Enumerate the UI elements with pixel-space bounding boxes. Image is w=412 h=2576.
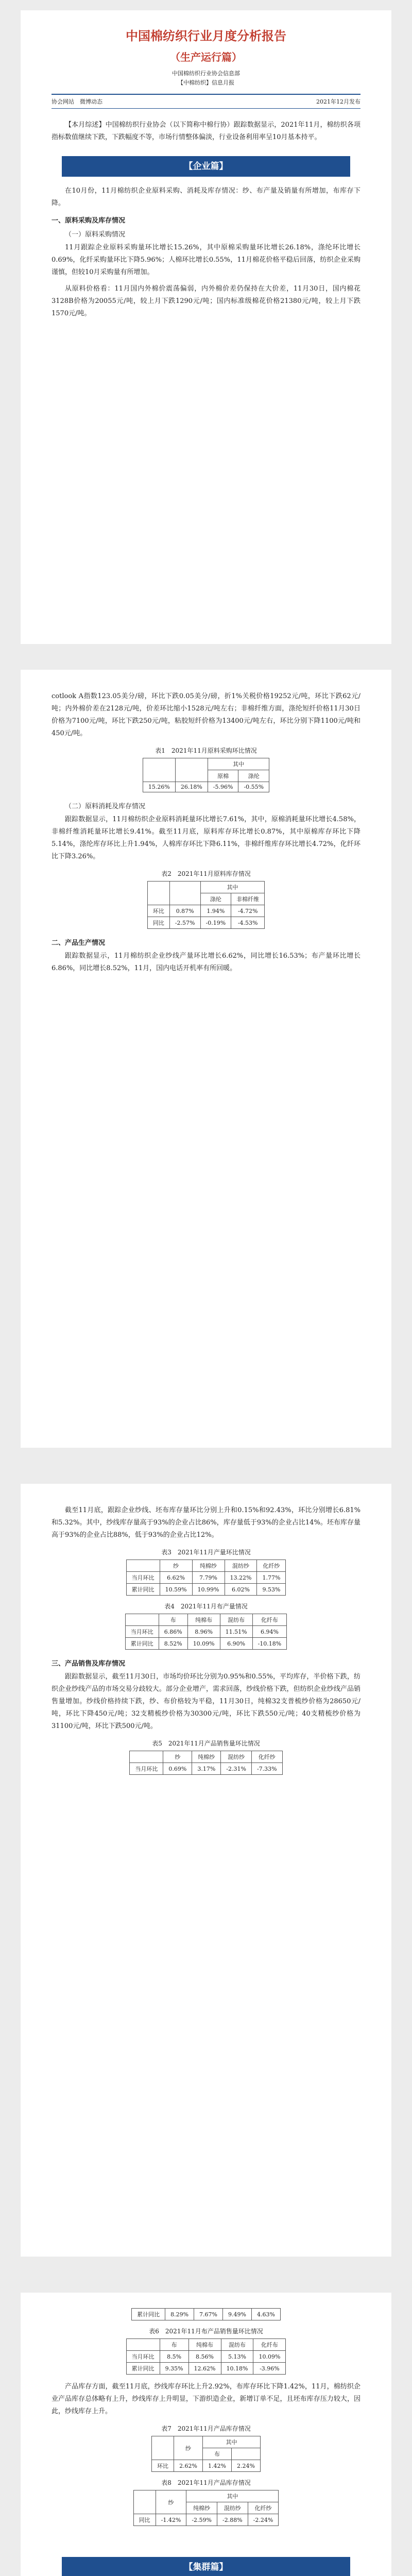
heading-sales-inventory: 三、产品销售及库存情况	[52, 1660, 126, 1668]
table-cell: 2.24%	[231, 2460, 260, 2472]
enterprise-paragraph-7: 截至11月底，跟踪企业纱线、坯布库存量环比分别上升和0.15%和92.43%，环比分别增长6.81%和5.32%。其中，纱线库存量高于93%的企业占比86%，库存量低于93%的企业占比14%。坯布库存量高于93%的企业占比88%，低于93%的企业占比12%。	[52, 1506, 360, 1539]
table-row	[126, 2363, 286, 2375]
section-banner-enterprise: 【企业篇】	[62, 156, 350, 177]
table-row	[125, 1638, 287, 1650]
table-cell: 4.63%	[251, 2309, 280, 2320]
table-7-caption: 表7 2021年11月产品库存情况	[161, 2425, 251, 2432]
enterprise-paragraph-4: cotlook A指数123.05美分/磅，环比下跌0.05美分/磅，折1%关税价格19252元/吨，环比下跌62元/吨；内外棉价差在2128元/吨，价差环比缩小1528元/吨左右；非棉纤维方面，涤纶短纤价格11月30日价格为7100元/吨，环比下跌250元/吨，粘胶短纤价格为13400元/吨左右，环比分别下降1100元/吨和450元/吨。	[52, 692, 360, 737]
table-cell: 其中	[203, 2436, 261, 2448]
table-cell: -3.96%	[253, 2363, 286, 2375]
table-cell: 当月环比	[125, 1626, 159, 1638]
table-cell: 10.09%	[187, 1638, 220, 1650]
table-8	[133, 2490, 279, 2526]
table-cell: 涤纶	[238, 770, 269, 782]
table-cell: 化纤布	[252, 1614, 287, 1626]
table-row	[125, 1626, 287, 1638]
table-cell: 同比	[147, 917, 169, 929]
table-4	[125, 1614, 287, 1650]
table-5-continued	[131, 2308, 281, 2320]
table-cell	[152, 2436, 174, 2460]
table-row	[147, 917, 264, 929]
table-cell: -7.33%	[251, 1763, 282, 1775]
table-cell: -4.53%	[231, 917, 265, 929]
table-7	[151, 2436, 261, 2472]
table-cell: 10.18%	[221, 2363, 253, 2375]
table-cell: -2.88%	[217, 2514, 248, 2526]
table-2-caption: 表2 2021年11月原料库存情况	[161, 870, 251, 877]
table-cell: -1.42%	[156, 2514, 186, 2526]
table-cell: 6.86%	[159, 1626, 187, 1638]
table-row	[133, 2514, 279, 2526]
table-4-caption: 表4 2021年11月布产量情况	[164, 1603, 248, 1610]
table-cell: 10.09%	[253, 2351, 286, 2363]
table-1-caption: 表1 2021年11月原料采购环比情况	[155, 747, 257, 754]
table-cell: 6.02%	[225, 1584, 257, 1596]
table-cell: 混纺纱	[217, 2502, 248, 2514]
table-cell: 涤纶	[200, 893, 231, 905]
table-cell: 8.96%	[187, 1626, 220, 1638]
table-cell: 1.77%	[257, 1572, 286, 1584]
table-cell: 0.87%	[169, 905, 200, 917]
table-cell: 化纤纱	[248, 2502, 279, 2514]
issue-line: 【中棉纺织】信息月报	[178, 79, 234, 86]
table-cell	[147, 882, 169, 905]
table-row	[152, 2460, 261, 2472]
table-cell: 当月环比	[126, 2351, 160, 2363]
table-cell: -0.55%	[238, 782, 269, 792]
table-cell: 纱	[163, 1751, 192, 1763]
table-cell: 9.49%	[223, 2309, 252, 2320]
table-cell: 7.79%	[192, 1572, 225, 1584]
table-cell: 环比	[152, 2460, 174, 2472]
table-cell: 0.69%	[163, 1763, 192, 1775]
table-3-caption: 表3 2021年11月产量环比情况	[161, 1549, 251, 1556]
enterprise-paragraph-1: 在10月份，11月棉纺织企业原料采购、消耗及库存情况：纱、布产量及销量有所增加，布库存下降。	[52, 187, 360, 207]
table-cell: -5.96%	[208, 782, 238, 792]
table-cell: -2.59%	[186, 2514, 217, 2526]
table-cell: 9.53%	[257, 1584, 286, 1596]
table-cell: 2.62%	[174, 2460, 203, 2472]
table-cell: 原棉	[208, 770, 238, 782]
table-cell: 布	[203, 2448, 232, 2460]
table-5	[129, 1751, 282, 1775]
table-cell: 10.99%	[192, 1584, 225, 1596]
table-cell: 6.62%	[160, 1572, 192, 1584]
table-cell: 纯棉布	[188, 2339, 221, 2351]
table-cell: 化纤布	[253, 2339, 286, 2351]
table-row	[126, 2351, 286, 2363]
table-cell: 7.67%	[194, 2309, 223, 2320]
table-cell: -0.19%	[200, 917, 231, 929]
intro-paragraph: 【本月综述】中国棉纺织行业协会（以下简称中棉行协）跟踪数据显示，2021年11月，棉纺织各项指标数值继续下跌，下跌幅度不等，市场行情整体偏淡，行业设备利用率呈10月基本持平。	[52, 121, 360, 141]
table-cell: 累计同比	[126, 1584, 160, 1596]
table-cell: 纱	[174, 2436, 203, 2460]
table-cell: 累计同比	[132, 2309, 165, 2320]
table-cell: 8.5%	[160, 2351, 188, 2363]
table-cell: 5.13%	[221, 2351, 253, 2363]
table-cell: -2.57%	[169, 917, 200, 929]
table-6-caption: 表6 2021年11月布产品销售量环比情况	[149, 2328, 263, 2335]
table-cell: 其中	[186, 2490, 279, 2502]
table-cell	[175, 758, 208, 782]
table-6	[126, 2338, 286, 2375]
table-cell: -2.24%	[248, 2514, 279, 2526]
table-cell: 累计同比	[125, 1638, 159, 1650]
table-cell	[130, 1751, 163, 1763]
table-cell: 6.90%	[220, 1638, 252, 1650]
table-cell: 纯棉纱	[186, 2502, 217, 2514]
table-cell: 8.52%	[159, 1638, 187, 1650]
table-cell: 15.26%	[143, 782, 175, 792]
table-cell	[133, 2490, 156, 2514]
table-cell: 6.94%	[252, 1626, 287, 1638]
table-cell	[231, 2448, 260, 2460]
heading-production: 二、产品生产情况	[52, 939, 106, 947]
section-banner-cluster: 【集群篇】	[62, 2557, 350, 2576]
table-cell: 10.59%	[160, 1584, 192, 1596]
table-cell	[169, 882, 200, 905]
heading-raw-purchase: （一）原料采购情况	[65, 231, 126, 239]
publisher-line: 中国棉纺织行业协会信息部	[172, 70, 240, 77]
table-5-caption: 表5 2021年11月产品销售量环比情况	[152, 1740, 260, 1747]
table-cell: -2.31%	[221, 1763, 252, 1775]
table-cell: 混纺布	[220, 1614, 252, 1626]
table-cell: 混纺纱	[221, 1751, 252, 1763]
table-cell: -10.18%	[252, 1638, 287, 1650]
enterprise-paragraph-2: 11月跟踪企业原料采购量环比增长15.26%，其中原棉采购量环比增长26.18%，涤纶环比增长0.69%，化纤采购量环比下降5.96%；人棉环比增长0.55%，11月棉花价格平稳后回落，纺织企业采购谨慎，但较10月采购量有所增加。	[52, 244, 360, 276]
table-cell: 纯棉纱	[192, 1560, 225, 1572]
meta-bar	[52, 94, 360, 109]
table-8-caption: 表8 2021年11月产品库存情况	[161, 2479, 251, 2486]
table-header-row	[126, 2339, 286, 2351]
enterprise-paragraph-5: 跟踪数据显示，11月棉纺织企业原料消耗量环比增长7.61%，其中，原棉消耗量环比增长4.58%，非棉纤维消耗量环比增长9.41%。截至11月底，原料库存环比增长0.87%，其中原棉库存环比下降5.14%，涤纶库存环比上升1.94%，人棉库存环比下降6.11%，非棉纤维库存环比增长4.72%，化纤环比下降3.26%。	[52, 816, 360, 860]
heading-raw-material: 一、原料采购及库存情况	[52, 217, 126, 225]
table-cell	[125, 1614, 159, 1626]
table-row	[143, 782, 269, 792]
table-row	[126, 1584, 286, 1596]
table-cell: 8.29%	[165, 2309, 194, 2320]
table-cell	[143, 758, 175, 782]
table-cell: 8.56%	[188, 2351, 221, 2363]
table-row	[130, 1763, 282, 1775]
table-cell	[126, 2339, 160, 2351]
table-cell: 12.62%	[188, 2363, 221, 2375]
table-cell: 纯棉纱	[192, 1751, 221, 1763]
table-row	[126, 1572, 286, 1584]
meta-links[interactable]: 协会网站 微博动态	[52, 98, 102, 105]
report-subtitle: （生产运行篇）	[170, 51, 242, 63]
table-cell: 其中	[208, 758, 269, 770]
publish-date: 2021年12月发布	[316, 98, 360, 105]
table-cell: 1.94%	[200, 905, 231, 917]
table-cell: 累计同比	[126, 2363, 160, 2375]
report-page-4	[21, 2293, 391, 2576]
table-cell: 3.17%	[192, 1763, 221, 1775]
table-cell: 同比	[133, 2514, 156, 2526]
table-cell: 1.42%	[203, 2460, 232, 2472]
table-cell: 当月环比	[126, 1572, 160, 1584]
report-page-2	[21, 670, 391, 1448]
table-header-row	[126, 1560, 286, 1572]
report-title: 中国棉纺织行业月度分析报告	[126, 28, 286, 43]
table-cell: 当月环比	[130, 1763, 163, 1775]
table-cell: 环比	[147, 905, 169, 917]
table-cell: 26.18%	[175, 782, 208, 792]
table-row	[132, 2309, 281, 2320]
table-cell: 非棉纤维	[231, 893, 265, 905]
table-cell: 化纤纱	[257, 1560, 286, 1572]
enterprise-paragraph-8: 跟踪数据显示，截至11月30日，市场均价环比分别为0.95%和0.55%，平均库存，半价格下跌，纺织企业纱线产品的市场交易分歧较大。部分企业增产，需求回落，纱线价格下跌，但纺织企业纱线产品销售量增加。纱线价格持续下跌，纱、布价格较为平稳，11月30日，纯棉32支普梳纱价格为28650元/吨，环比下降450元/吨；32支精梳纱价格为30300元/吨，环比下跌550元/吨；40支精梳纱价格为31100元/吨，环比下跌500元/吨。	[52, 1673, 360, 1730]
table-cell: 混纺布	[221, 2339, 253, 2351]
table-cell: 纱	[160, 1560, 192, 1572]
enterprise-paragraph-3: 从原料价格看：11月国内外棉价震荡偏弱，内外棉价差仍保持在大价差，11月30日，国内棉花3128B价格为20055元/吨，较上月下跌1290元/吨；国内标准级棉花价格21380元/吨，较上月下跌1570元/吨。	[52, 285, 360, 317]
table-cell: -4.72%	[231, 905, 265, 917]
table-3	[126, 1560, 286, 1596]
table-cell: 13.22%	[225, 1572, 257, 1584]
table-cell: 混纺纱	[225, 1560, 257, 1572]
table-cell: 11.51%	[220, 1626, 252, 1638]
heading-raw-consumption: （二）原料消耗及库存情况	[65, 803, 146, 810]
table-header-row	[125, 1614, 287, 1626]
enterprise-paragraph-9: 产品库存方面，截至11月底，纱线库存环比上升2.92%，布库存环比下降1.42%，11月，棉纺织企业产品库存总体略有上升，纱线库存上升明显，下游织造企业，新增订单不足，且坯布库存压力较大，因此，纱线库存上升。	[52, 2383, 360, 2415]
table-1	[143, 758, 269, 792]
table-cell: 纱	[156, 2490, 186, 2514]
table-cell: 化纤纱	[251, 1751, 282, 1763]
table-cell: 布	[159, 1614, 187, 1626]
enterprise-paragraph-6: 跟踪数据显示，11月棉纺织企业纱线产量环比增长6.62%，同比增长16.53%；布产量环比增长6.86%，同比增长8.52%，11月，国内电话开机率有所回暖。	[52, 952, 360, 972]
table-row	[147, 905, 264, 917]
table-2	[147, 881, 265, 929]
table-cell: 其中	[200, 882, 265, 893]
table-cell: 9.35%	[160, 2363, 188, 2375]
table-cell: 布	[160, 2339, 188, 2351]
report-page-3	[21, 1484, 391, 2257]
table-cell	[126, 1560, 160, 1572]
table-cell: 纯棉布	[187, 1614, 220, 1626]
report-page-1	[21, 10, 391, 644]
table-header-row	[130, 1751, 282, 1763]
